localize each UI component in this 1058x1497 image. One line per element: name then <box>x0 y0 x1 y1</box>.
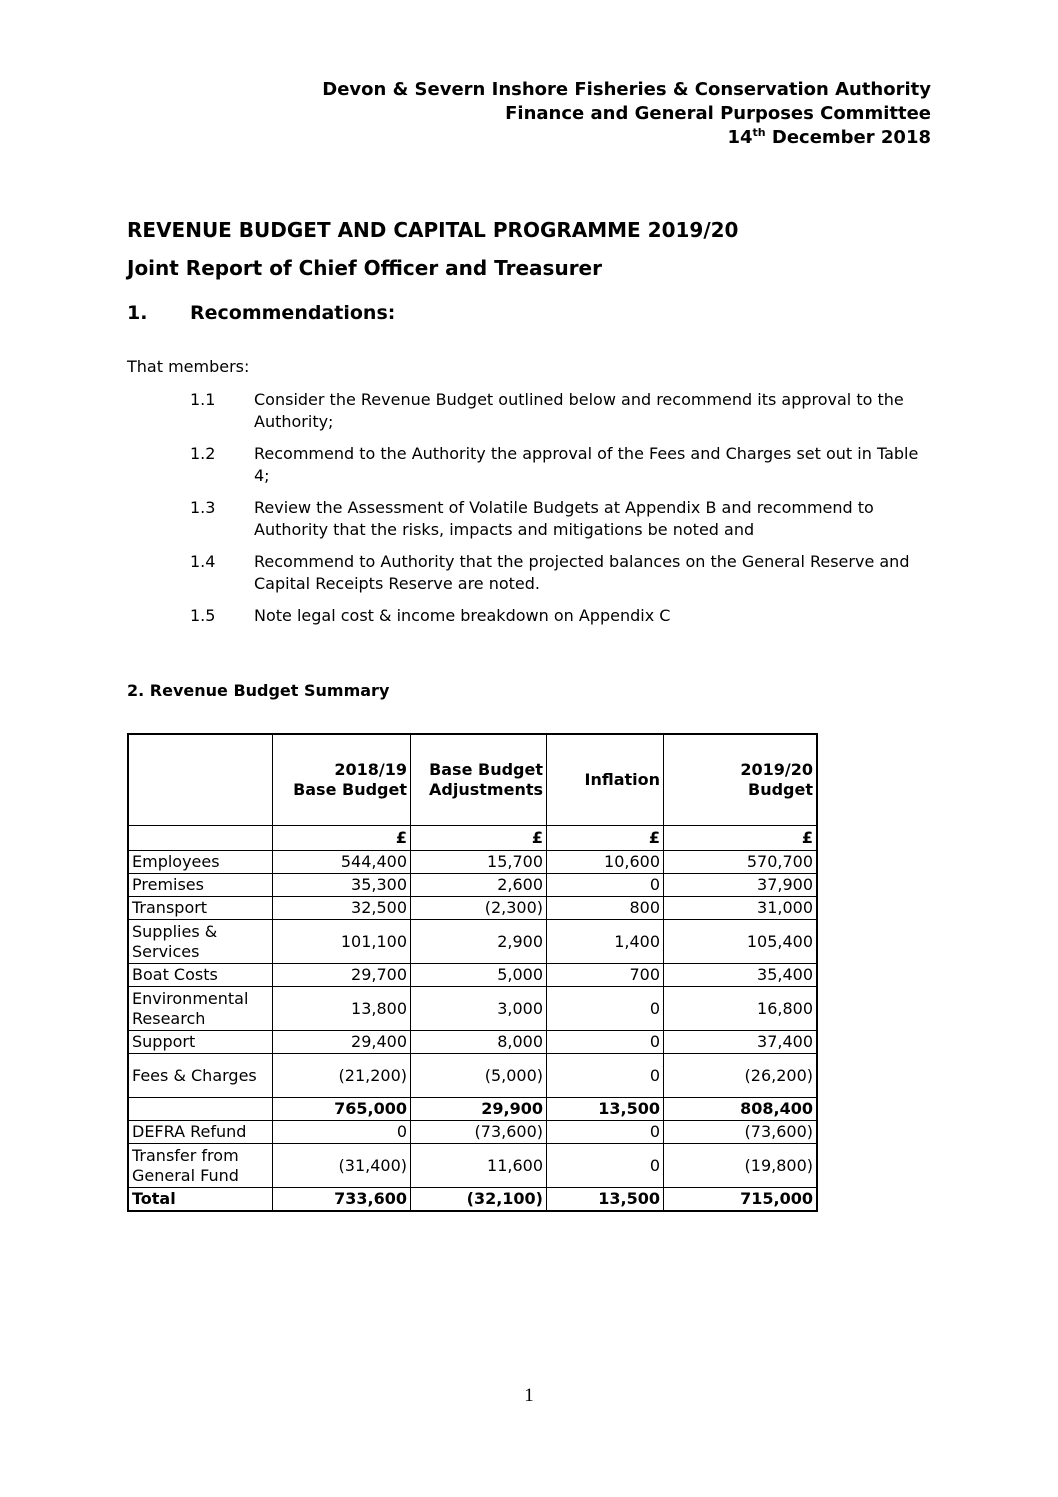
header-authority: Devon & Severn Inshore Fisheries & Conservation Authority <box>322 79 931 100</box>
row-label: Total <box>128 1188 273 1212</box>
value-cell: 13,500 <box>547 1098 664 1121</box>
table-row <box>128 897 817 920</box>
value-cell: 2,600 <box>411 874 547 897</box>
item-text: Recommend to the Authority the approval of the Fees and Charges set out in Table 4; <box>254 444 919 485</box>
value-cell: 765,000 <box>273 1098 411 1121</box>
value-cell: 5,000 <box>411 964 547 987</box>
value-cell: 35,300 <box>273 874 411 897</box>
currency-cell: £ <box>411 826 547 851</box>
value-cell: 35,400 <box>664 964 818 987</box>
value-cell: (26,200) <box>664 1054 818 1098</box>
value-cell: 13,500 <box>547 1188 664 1212</box>
table-row <box>128 920 817 964</box>
value-cell: 13,800 <box>273 987 411 1031</box>
section-1-title: Recommendations: <box>190 302 396 324</box>
list-item <box>190 443 930 487</box>
value-cell: 1,400 <box>547 920 664 964</box>
table-row <box>128 1188 817 1212</box>
item-text: Review the Assessment of Volatile Budgets at Appendix B and recommend to Authority that the risks, impacts and mitigations be noted and <box>254 498 874 539</box>
row-label: Environmental Research <box>128 987 273 1031</box>
document-header <box>322 78 931 150</box>
header-cell-empty <box>128 734 273 826</box>
value-cell: (2,300) <box>411 897 547 920</box>
header-cell: Inflation <box>547 734 664 826</box>
list-item <box>190 497 930 541</box>
header-cell: Base Budget Adjustments <box>411 734 547 826</box>
table-row <box>128 874 817 897</box>
value-cell: 800 <box>547 897 664 920</box>
table-row <box>128 1121 817 1144</box>
value-cell: 15,700 <box>411 851 547 874</box>
currency-cell: £ <box>547 826 664 851</box>
value-cell: (73,600) <box>664 1121 818 1144</box>
value-cell: (73,600) <box>411 1121 547 1144</box>
row-label: Employees <box>128 851 273 874</box>
currency-cell: £ <box>273 826 411 851</box>
item-number: 1.1 <box>190 390 216 409</box>
row-label: Supplies & Services <box>128 920 273 964</box>
value-cell: 0 <box>547 874 664 897</box>
item-text: Consider the Revenue Budget outlined below and recommend its approval to the Authority; <box>254 390 904 431</box>
value-cell: 0 <box>547 1144 664 1188</box>
header-committee: Finance and General Purposes Committee <box>505 103 931 124</box>
value-cell: 11,600 <box>411 1144 547 1188</box>
table-row <box>128 1031 817 1054</box>
table-row <box>128 851 817 874</box>
value-cell: 29,700 <box>273 964 411 987</box>
value-cell: 0 <box>547 1054 664 1098</box>
list-item <box>190 605 930 627</box>
value-cell: 715,000 <box>664 1188 818 1212</box>
report-title: REVENUE BUDGET AND CAPITAL PROGRAMME 2019/20 <box>127 218 739 242</box>
row-label: Transfer from General Fund <box>128 1144 273 1188</box>
value-cell: 570,700 <box>664 851 818 874</box>
value-cell: 37,900 <box>664 874 818 897</box>
value-cell: 0 <box>547 987 664 1031</box>
value-cell: 16,800 <box>664 987 818 1031</box>
value-cell: 0 <box>547 1031 664 1054</box>
header-date: 14th December 2018 <box>727 126 931 148</box>
section-1-heading <box>127 302 395 324</box>
table-row <box>128 1054 817 1098</box>
row-label: Boat Costs <box>128 964 273 987</box>
value-cell: 544,400 <box>273 851 411 874</box>
table-row <box>128 1144 817 1188</box>
currency-cell: £ <box>664 826 818 851</box>
value-cell: 105,400 <box>664 920 818 964</box>
table-currency-row <box>128 826 817 851</box>
table-row <box>128 987 817 1031</box>
row-label: Transport <box>128 897 273 920</box>
row-label: DEFRA Refund <box>128 1121 273 1144</box>
row-label: Premises <box>128 874 273 897</box>
report-subtitle: Joint Report of Chief Officer and Treasurer <box>127 256 602 280</box>
row-label: Support <box>128 1031 273 1054</box>
value-cell: (5,000) <box>411 1054 547 1098</box>
list-item <box>190 551 930 595</box>
table-row <box>128 1098 817 1121</box>
value-cell: 31,000 <box>664 897 818 920</box>
value-cell: 32,500 <box>273 897 411 920</box>
row-label: Fees & Charges <box>128 1054 273 1098</box>
section-1-number: 1. <box>127 302 148 324</box>
value-cell: 101,100 <box>273 920 411 964</box>
header-cell: 2018/19 Base Budget <box>273 734 411 826</box>
list-item <box>190 389 930 433</box>
revenue-budget-table <box>127 733 818 1212</box>
value-cell: 0 <box>547 1121 664 1144</box>
item-number: 1.2 <box>190 444 216 463</box>
value-cell: (31,400) <box>273 1144 411 1188</box>
section-2-heading: 2. Revenue Budget Summary <box>127 681 390 700</box>
recommendations-list <box>190 389 930 637</box>
page-number: 1 <box>524 1385 534 1406</box>
header-cell: 2019/20 Budget <box>664 734 818 826</box>
value-cell: 808,400 <box>664 1098 818 1121</box>
value-cell: 29,900 <box>411 1098 547 1121</box>
value-cell: 0 <box>273 1121 411 1144</box>
row-label <box>128 1098 273 1121</box>
value-cell: 10,600 <box>547 851 664 874</box>
intro-text: That members: <box>127 357 250 376</box>
value-cell: 29,400 <box>273 1031 411 1054</box>
item-number: 1.5 <box>190 606 216 625</box>
value-cell: 3,000 <box>411 987 547 1031</box>
table-header-row <box>128 734 817 826</box>
table-row <box>128 964 817 987</box>
item-number: 1.3 <box>190 498 216 517</box>
item-number: 1.4 <box>190 552 216 571</box>
value-cell: 2,900 <box>411 920 547 964</box>
item-text: Note legal cost & income breakdown on Appendix C <box>254 606 671 625</box>
value-cell: 8,000 <box>411 1031 547 1054</box>
value-cell: 700 <box>547 964 664 987</box>
item-text: Recommend to Authority that the projected balances on the General Reserve and Capital Receipts Reserve are noted. <box>254 552 910 593</box>
value-cell: 37,400 <box>664 1031 818 1054</box>
value-cell: (19,800) <box>664 1144 818 1188</box>
value-cell: 733,600 <box>273 1188 411 1212</box>
value-cell: (21,200) <box>273 1054 411 1098</box>
value-cell: (32,100) <box>411 1188 547 1212</box>
